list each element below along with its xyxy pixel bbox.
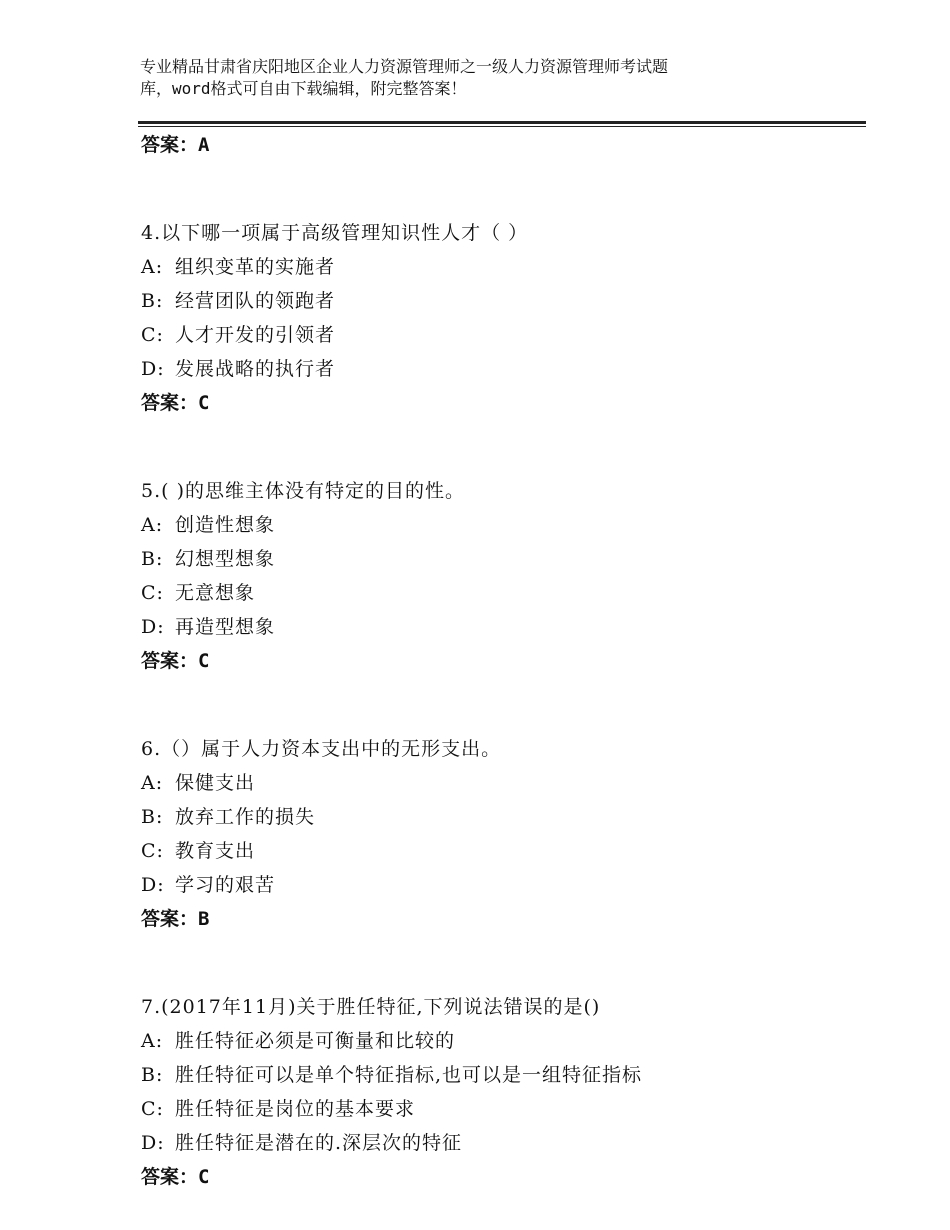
answer-line: 答案：C <box>141 650 210 672</box>
question-block <box>141 474 881 678</box>
option-d <box>141 868 881 902</box>
option-letter: C: <box>141 582 164 604</box>
question-list <box>141 128 881 1194</box>
option-b <box>141 800 881 834</box>
option-text: 教育支出 <box>175 840 256 862</box>
option-d <box>141 610 881 644</box>
option-a <box>141 1024 881 1058</box>
option-text: 组织变革的实施者 <box>175 256 336 278</box>
option-letter: A: <box>141 256 164 278</box>
option-text: 胜任特征可以是单个特征指标,也可以是一组特征指标 <box>175 1064 643 1086</box>
answer-line: 答案：A <box>141 134 210 156</box>
option-letter: A: <box>141 1030 164 1052</box>
option-b <box>141 542 881 576</box>
option-c <box>141 834 881 868</box>
option-a <box>141 766 881 800</box>
header-rule-thin <box>138 126 866 127</box>
header-line-1: 专业精品甘肃省庆阳地区企业人力资源管理师之一级人力资源管理师考试题 <box>140 57 669 76</box>
option-letter: C: <box>141 840 164 862</box>
answer-line: 答案：C <box>141 1166 210 1188</box>
option-text: 胜任特征是岗位的基本要求 <box>175 1098 416 1120</box>
option-letter: C: <box>141 324 164 346</box>
question-text: 6.（）属于人力资本支出中的无形支出。 <box>141 738 502 760</box>
question-text: 4.以下哪一项属于高级管理知识性人才（ ） <box>141 222 529 244</box>
question-block <box>141 990 881 1194</box>
option-letter: D: <box>141 874 165 896</box>
option-text: 学习的艰苦 <box>175 874 276 896</box>
option-letter: B: <box>141 548 164 570</box>
option-c <box>141 318 881 352</box>
option-letter: D: <box>141 1132 165 1154</box>
option-d <box>141 352 881 386</box>
option-letter: D: <box>141 616 165 638</box>
option-letter: A: <box>141 772 164 794</box>
option-b <box>141 1058 881 1092</box>
answer-line: 答案：B <box>141 908 210 930</box>
option-a <box>141 250 881 284</box>
question-text: 7.(2017年11月)关于胜任特征,下列说法错误的是() <box>141 996 601 1018</box>
option-text: 人才开发的引领者 <box>175 324 336 346</box>
option-text: 再造型想象 <box>175 616 276 638</box>
option-letter: B: <box>141 1064 164 1086</box>
option-a <box>141 508 881 542</box>
option-letter: D: <box>141 358 165 380</box>
option-text: 保健支出 <box>175 772 256 794</box>
answer-line: 答案：C <box>141 392 210 414</box>
header-line-2: 库，word格式可自由下载编辑，附完整答案！ <box>140 79 467 98</box>
option-letter: B: <box>141 290 164 312</box>
document-header <box>140 56 860 100</box>
option-text: 胜任特征必须是可衡量和比较的 <box>175 1030 456 1052</box>
option-letter: A: <box>141 514 164 536</box>
option-d <box>141 1126 881 1160</box>
question-block <box>141 216 881 420</box>
option-b <box>141 284 881 318</box>
header-rule-thick <box>138 121 866 124</box>
option-text: 放弃工作的损失 <box>175 806 316 828</box>
option-letter: C: <box>141 1098 164 1120</box>
option-c <box>141 576 881 610</box>
option-text: 创造性想象 <box>175 514 276 536</box>
option-text: 发展战略的执行者 <box>175 358 336 380</box>
question-text: 5.( )的思维主体没有特定的目的性。 <box>141 480 465 502</box>
option-c <box>141 1092 881 1126</box>
option-text: 胜任特征是潜在的.深层次的特征 <box>175 1132 463 1154</box>
option-text: 幻想型想象 <box>175 548 276 570</box>
question-block <box>141 732 881 936</box>
option-text: 无意想象 <box>175 582 256 604</box>
option-text: 经营团队的领跑者 <box>175 290 336 312</box>
option-letter: B: <box>141 806 164 828</box>
